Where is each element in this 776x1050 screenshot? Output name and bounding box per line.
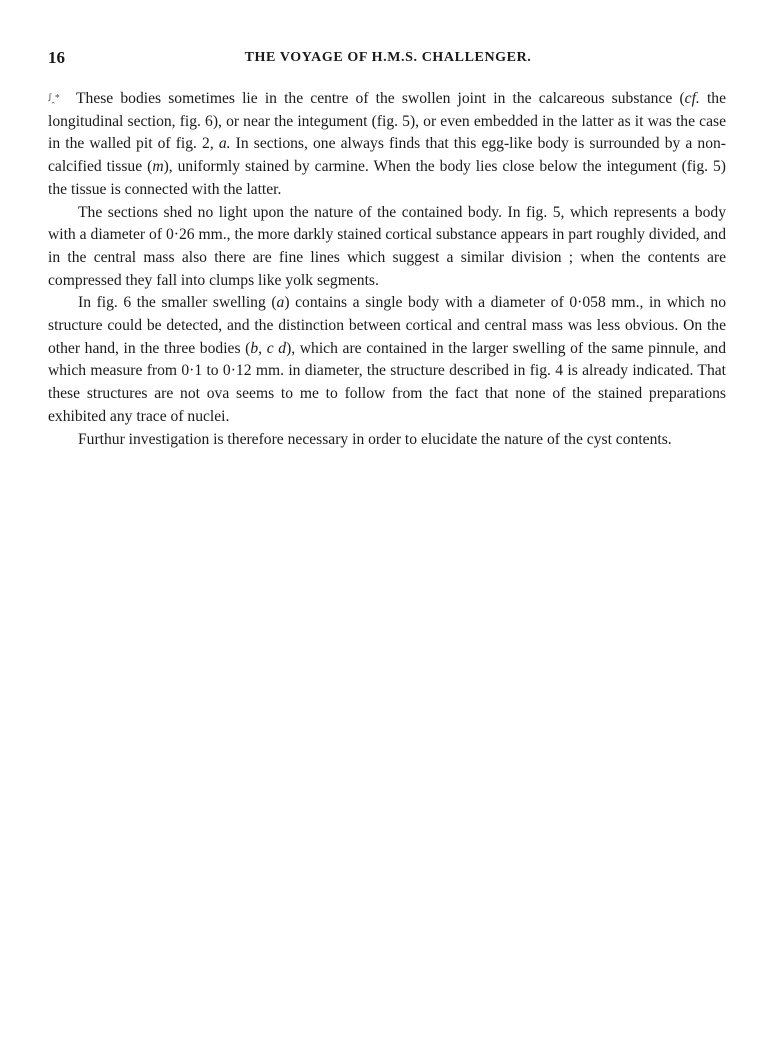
paragraph-4: Furthur investigation is therefore necessary in order to elucidate the nature of the cyst contents. (78, 430, 672, 448)
running-title: THE VOYAGE OF H.M.S. CHALLENGER. (244, 50, 532, 65)
paragraph-3-text-a: In fig. 6 the smaller swelling ( (78, 294, 277, 312)
body-text (48, 88, 726, 451)
paragraph-1 (48, 88, 726, 202)
paragraph-1-text-a: These bodies sometimes lie in the centre of the swollen joint in the calcareous substance ( (76, 90, 685, 107)
paragraph-1-text-b: the longitudinal section, fig. 6), or near the integument (fig. 5), or even embedded in the latter as it was the case in the walled pit of fig. 2, (48, 90, 727, 153)
printer-ornament: ꭍꞈ* (48, 93, 60, 104)
paragraph-1-italic-m: m (152, 158, 164, 176)
page-number: 16 (48, 48, 65, 67)
paragraph-3 (48, 292, 726, 428)
paragraph-2: The sections shed no light upon the nature of the contained body. In fig. 5, which represents a body with a diameter of 0·26 mm., the more darkly stained cortical substance appears in part roughly divided, and in the central mass also there are fine lines which suggest a similar division ; when the contents are compressed they fall into clumps like yolk segments. (48, 203, 726, 289)
paragraph-3-italic-a: a (276, 294, 285, 312)
page-header (48, 48, 728, 70)
paragraph-3-text-c: ), which are contained in the larger swelling of the same pinnule, and which measure from 0·1 to 0·12 mm. in diameter, the structure described in fig. 4 is already indicated. That these structures are not ova seems to me to follow from the fact that none of the stained preparations exhibited any trace of nuclei. (48, 339, 726, 425)
paragraph-1-italic-cf: cf. (684, 90, 700, 107)
paragraph-1-text-d: ), uniformly stained by carmine. When the body lies close below the integument (fig. 5) the tissue is connected with the latter. (48, 158, 726, 198)
paragraph-3-italic-bcd: b, c d (250, 339, 287, 357)
paragraph-1-italic-a: a. (218, 135, 231, 153)
paragraph-1-text-c: In sections, one always finds that this egg-like body is surrounded by a non-calcified tissue ( (48, 135, 727, 176)
paragraph-3-text-b: ) contains a single body with a diameter of 0·058 mm., in which no structure could be detected, and the distinction between cortical and central mass was less obvious. On the other hand, in the three bodies ( (48, 294, 726, 357)
